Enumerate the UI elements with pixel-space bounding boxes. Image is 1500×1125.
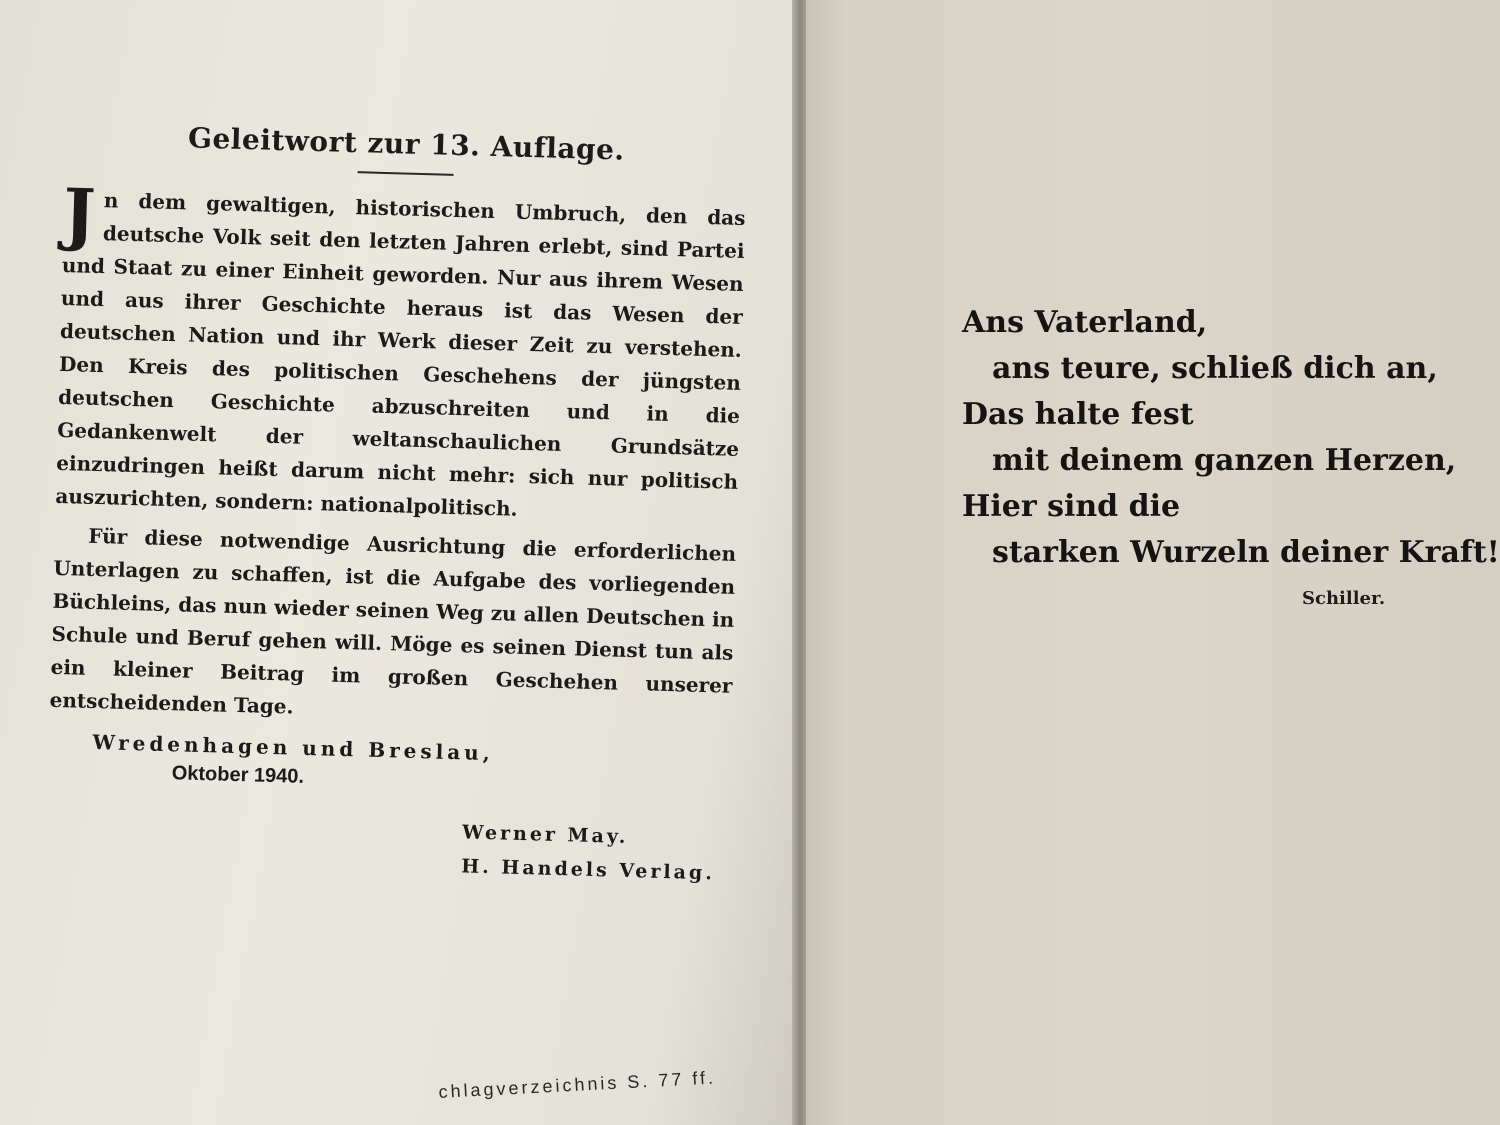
poem-line-6: starken Wurzeln deiner Kraft! (992, 535, 1500, 570)
drop-cap: J (62, 173, 97, 255)
poem-line-3: Das halte fest (962, 397, 1194, 432)
poem-line-5: Hier sind die (962, 489, 1181, 524)
poem-line-2: ans teure, schließ dich an, (992, 351, 1438, 386)
poem-line-4: mit deinem ganzen Herzen, (992, 443, 1457, 478)
signature-block (461, 815, 729, 890)
paragraph-1-text: n dem gewaltigen, historischen Umbruch, den das deutsche Volk seit den letzten Jahren erlebt, sind Partei und Staat zu einer Einheit geworden. Nur aus ihrem Wesen und aus ihrer Geschichte heraus ist das Wesen der deutschen Nation und ihr Werk dieser Zeit zu verstehen. Den Kreis des politischen Geschehens der jüngsten deutschen Geschichte abzuschreiten und in die Gedankenwelt der weltanschaulichen Grundsätze einzudringen heißt darum nicht mehr: sich nur politisch auszurichten, sondern: nationalpolitisch. (55, 188, 746, 521)
signature-author: Werner May. (461, 821, 629, 848)
paragraph-1 (55, 173, 746, 532)
date-line: Oktober 1940. (171, 762, 305, 788)
footer-reference: chlagverzeichnis S. 77 ff. (438, 1067, 717, 1102)
place-line: Wredenhagen und Breslau, (92, 729, 495, 766)
poem (962, 300, 1500, 576)
right-page (806, 0, 1500, 1125)
foreword-block (45, 118, 748, 891)
paragraph-2: Für diese notwendige Ausrichtung die erforderlichen Unterlagen zu schaffen, ist die Aufgabe des vorliegenden Büchleins, das nun wieder seinen Weg zu allen Deutschen in Schule und Beruf gehen will. Möge es seinen Dienst tun als ein kleiner Beitrag im großen Geschehen unserer entscheidenden Tage. (49, 523, 737, 719)
title-rule (358, 171, 454, 176)
page-title: Geleitwort zur 13. Auflage. (187, 121, 626, 167)
signature-publisher: H. Handels Verlag. (460, 855, 716, 885)
poem-author: Schiller. (1302, 588, 1386, 609)
poem-line-1: Ans Vaterland, (962, 305, 1208, 340)
